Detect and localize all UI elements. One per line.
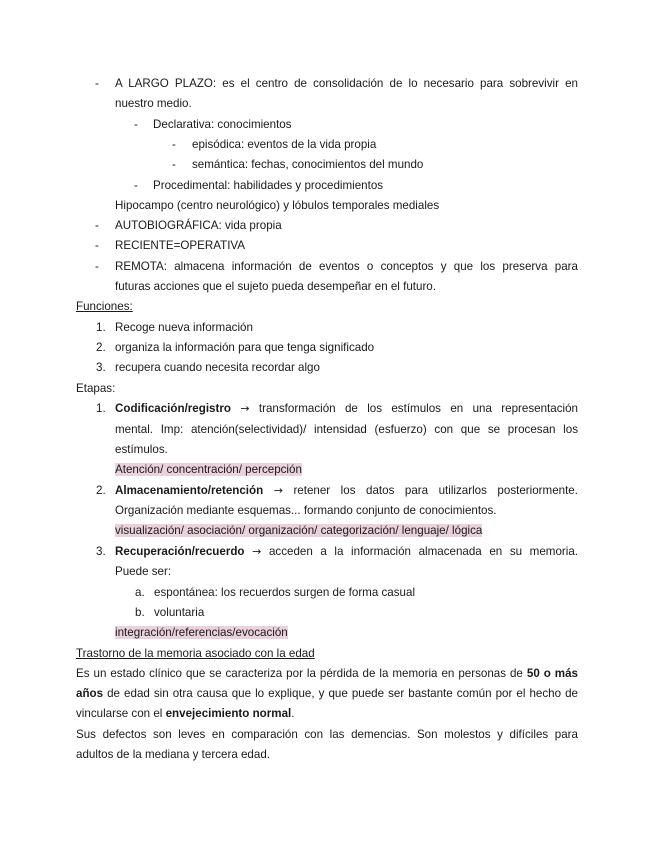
arrow-right-icon: →: [273, 484, 283, 497]
list-number: 1.: [96, 321, 106, 334]
recuperacion-title: Recuperación/recuerdo: [115, 545, 245, 558]
procedimental-item: Procedimental: habilidades y procedimientos: [153, 179, 384, 192]
recuperacion-sub-item: espontánea: los recuerdos surgen de forma casual: [154, 586, 416, 599]
almacenamiento-highlight-line: [115, 523, 482, 539]
list-number: 3.: [96, 361, 106, 374]
trastorno-p1-line2: [76, 686, 578, 702]
episodica-item: episódica: eventos de la vida propia: [192, 138, 377, 151]
trastorno-p1-line3: [76, 706, 294, 722]
bullet-dash: -: [95, 239, 99, 252]
recuperacion-line1: [115, 544, 578, 560]
codificacion-line1-text: transformación de los estímulos en una representación: [258, 402, 578, 415]
list-letter: b.: [135, 606, 145, 619]
trastorno-years-bold: años: [76, 687, 104, 700]
trastorno-heading: Trastorno de la memoria asociado con la edad: [76, 647, 315, 660]
largo-plazo-line1: A LARGO PLAZO: es el centro de consolidación de lo necesario para sobrevivir en: [115, 77, 578, 90]
bullet-dash: -: [134, 118, 138, 131]
bullet-dash: -: [95, 260, 99, 273]
funciones-item: organiza la información para que tenga significado: [115, 341, 375, 354]
remota-line2: futuras acciones que el sujeto pueda desempeñar en el futuro.: [115, 280, 436, 293]
largo-plazo-line2: nuestro medio.: [115, 97, 192, 110]
trastorno-p1-period: .: [291, 707, 295, 720]
etapas-heading: Etapas:: [76, 382, 116, 395]
codificacion-title: Codificación/registro: [115, 402, 231, 415]
almacenamiento-line1: [115, 483, 578, 499]
bullet-dash: -: [95, 219, 99, 232]
recuperacion-line2: Puede ser:: [115, 565, 172, 578]
envejecimiento-bold: envejecimiento normal: [165, 707, 292, 720]
arrow-right-icon: →: [240, 402, 250, 415]
list-number: 3.: [96, 545, 106, 558]
codificacion-line2: mental. Imp: atención(selectividad)/ intensidad (esfuerzo) con que se procesan los: [115, 423, 578, 436]
recuperacion-line1-text: acceden a la información almacenada en su memoria.: [268, 545, 578, 558]
almacenamiento-highlight: visualización/ asociación/ organización/ categorización/ lenguaje/ lógica: [115, 524, 483, 537]
funciones-heading: Funciones:: [76, 300, 133, 313]
codificacion-highlight: Atención/ concentración/ percepción: [115, 463, 302, 476]
bullet-dash: -: [172, 158, 176, 171]
codificacion-line1: [115, 401, 578, 417]
remota-line1: REMOTA: almacena información de eventos o conceptos y que los preserva para: [115, 260, 578, 273]
declarativa-item: Declarativa: conocimientos: [153, 118, 292, 131]
trastorno-age-bold: 50 o más: [526, 667, 578, 680]
hipocampo-line: Hipocampo (centro neurológico) y lóbulos temporales mediales: [115, 199, 440, 212]
list-number: 2.: [96, 484, 106, 497]
arrow-right-icon: →: [252, 545, 262, 558]
recuperacion-highlight: integración/referencias/evocación: [115, 626, 288, 639]
semantica-item: semántica: fechas, conocimientos del mundo: [192, 158, 424, 171]
trastorno-p2-line2: adultos de la mediana y tercera edad.: [76, 748, 270, 761]
recuperacion-sub-item: voluntaria: [154, 606, 205, 619]
almacenamiento-line2: Organización mediante esquemas... formando conjunto de conocimientos.: [115, 504, 497, 517]
autobiografica-item: AUTOBIOGRÁFICA: vida propia: [115, 219, 282, 232]
codificacion-highlight-line: [115, 462, 302, 478]
recuperacion-highlight-line: [115, 625, 288, 641]
trastorno-p1-line2-text: de edad sin otra causa que lo explique, y que puede ser bastante común por el hecho de: [107, 687, 578, 700]
list-number: 2.: [96, 341, 106, 354]
almacenamiento-line1-text: retener los datos para utilizarlos posteriormente.: [293, 484, 578, 497]
almacenamiento-title: Almacenamiento/retención: [115, 484, 264, 497]
codificacion-line3: estímulos.: [115, 443, 168, 456]
trastorno-p2-line1: Sus defectos son leves en comparación con las demencias. Son molestos y difíciles para: [76, 728, 578, 741]
bullet-dash: -: [95, 77, 99, 90]
funciones-item: Recoge nueva información: [115, 321, 253, 334]
trastorno-p1-line1-text: Es un estado clínico que se caracteriza por la pérdida de la memoria en personas de: [76, 667, 523, 680]
trastorno-p1-line1: [76, 666, 578, 682]
bullet-dash: -: [172, 138, 176, 151]
trastorno-p1-line3-text: vincularse con el: [76, 707, 163, 720]
list-number: 1.: [96, 402, 106, 415]
list-letter: a.: [135, 586, 145, 599]
bullet-dash: -: [134, 179, 138, 192]
funciones-item: recupera cuando necesita recordar algo: [115, 361, 320, 374]
reciente-item: RECIENTE=OPERATIVA: [115, 239, 246, 252]
